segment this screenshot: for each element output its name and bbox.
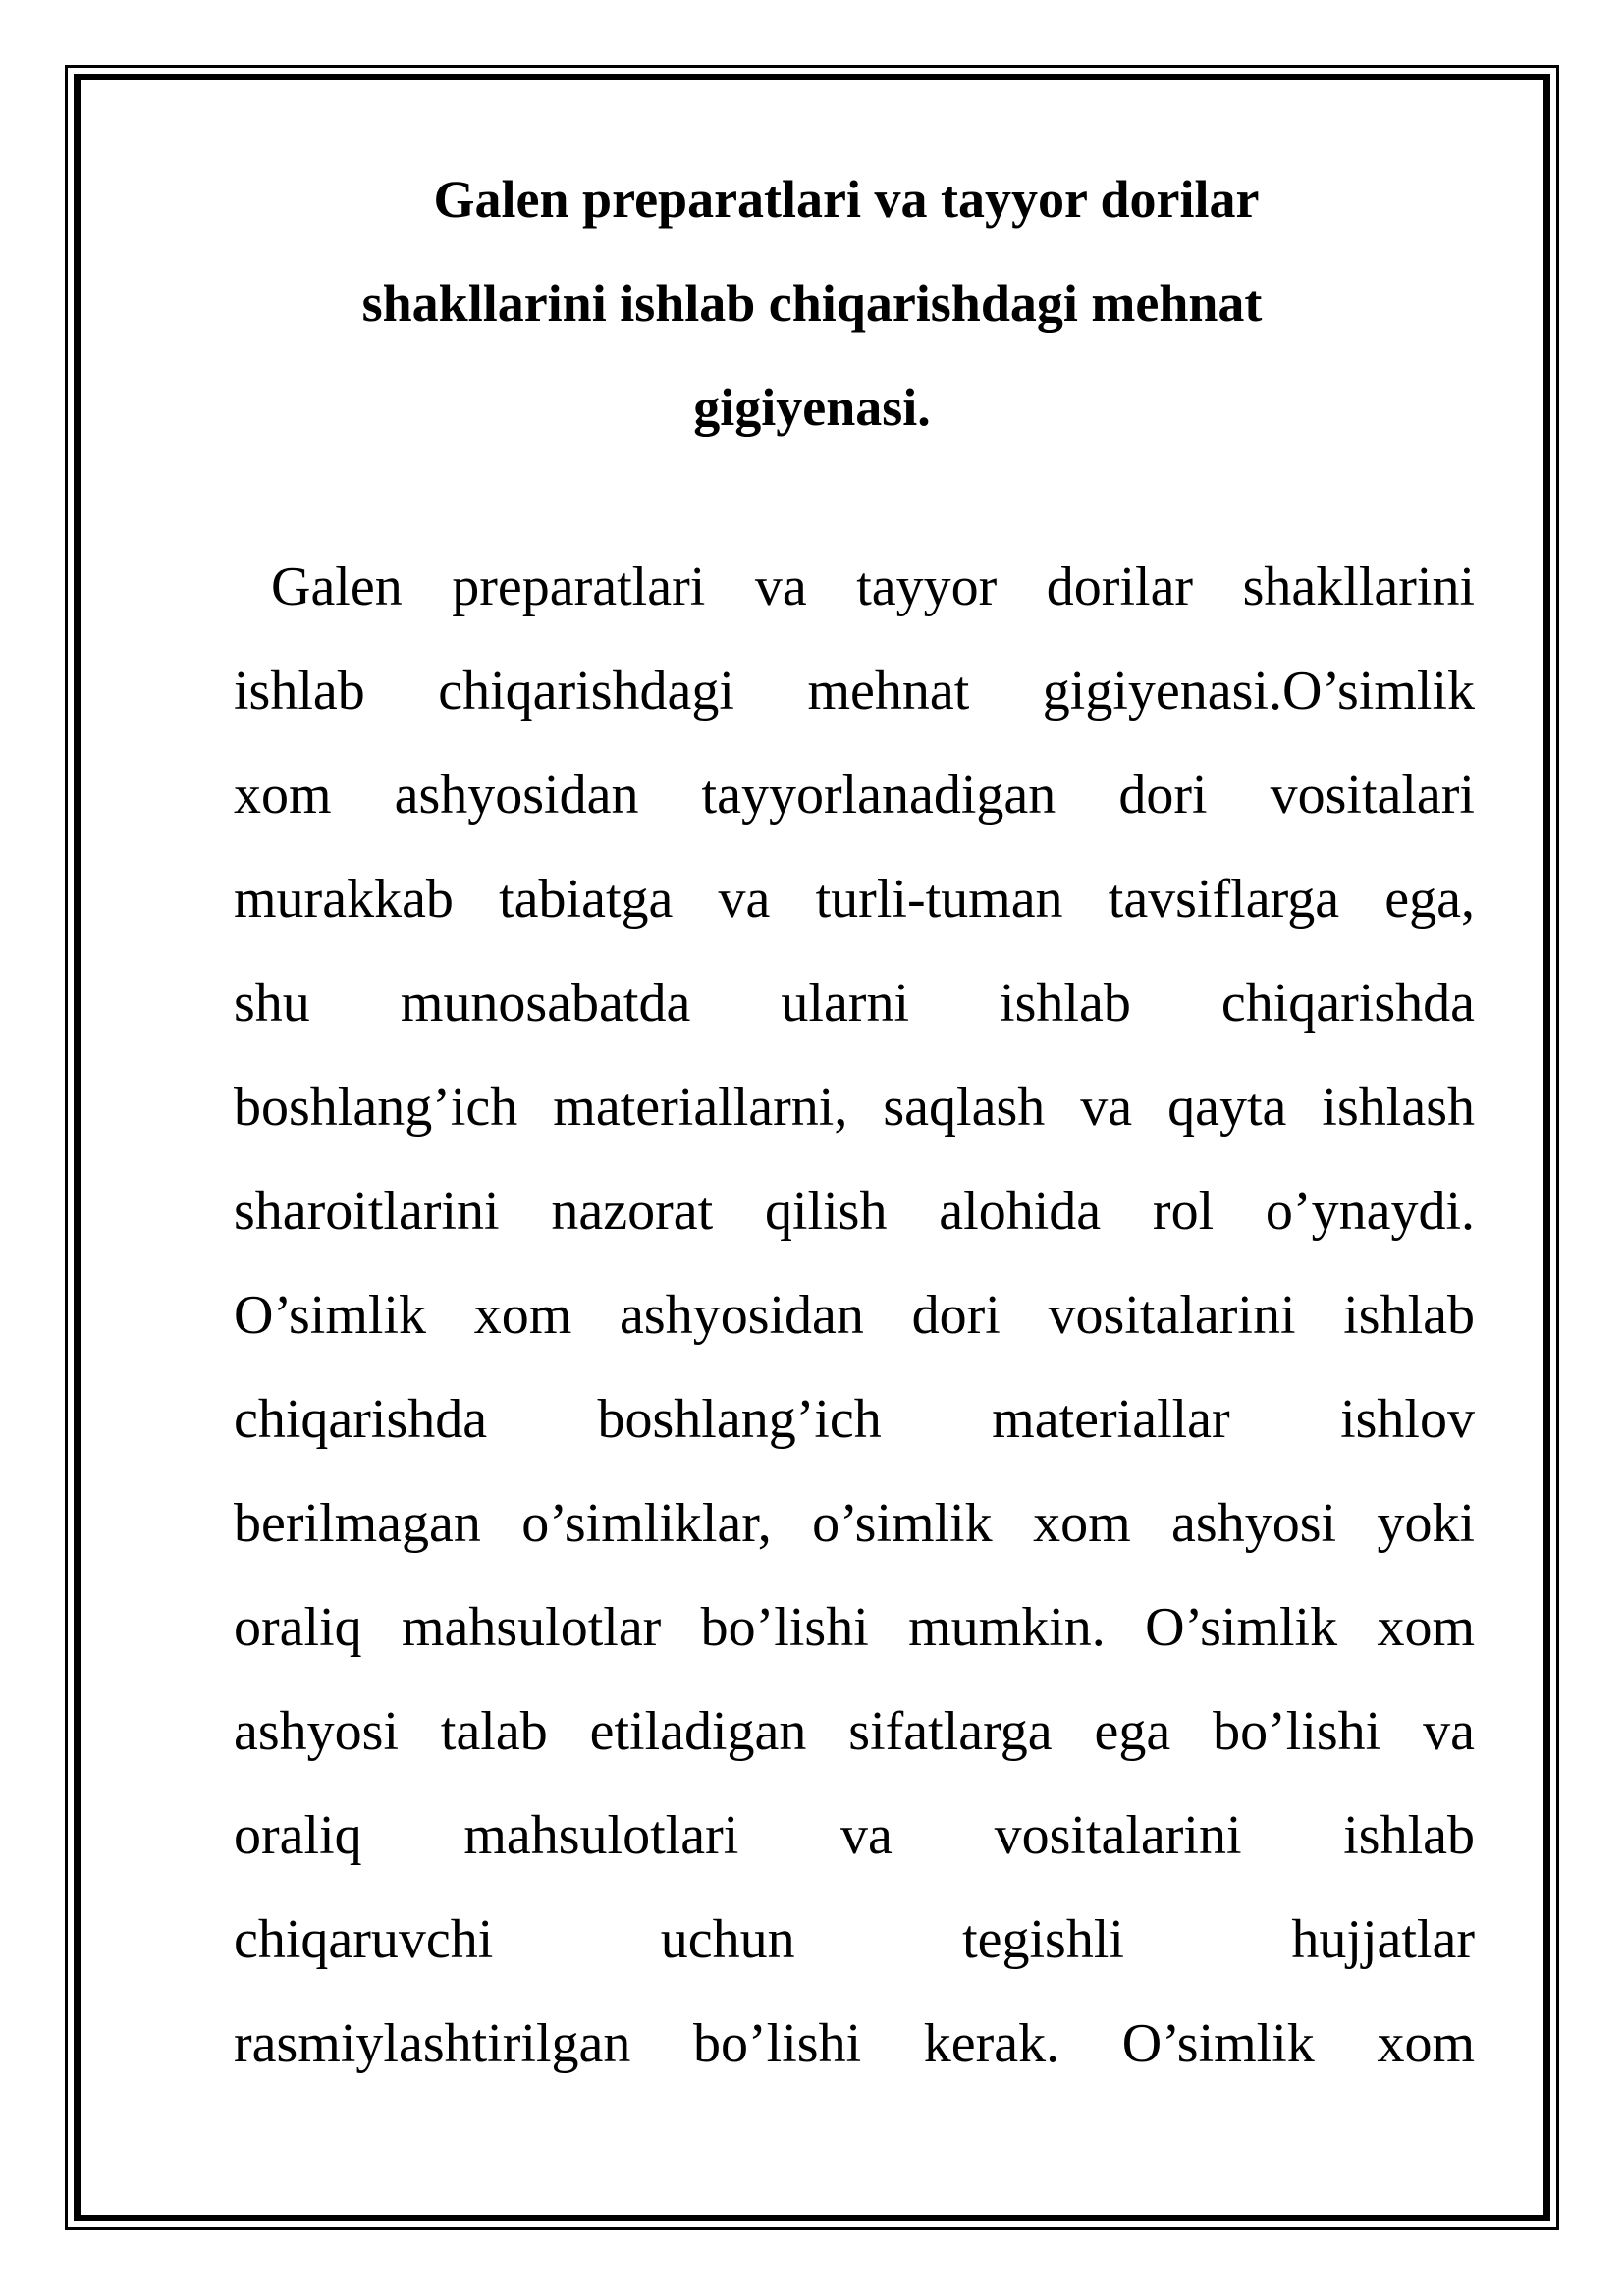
paragraph-line: ishlab chiqarishdagi mehnat gigiyenasi.O’simlik bbox=[234, 661, 1475, 721]
paragraph-line: ashyosi talab etiladigan sifatlarga ega bo’lishi va bbox=[234, 1701, 1475, 1762]
body-paragraph bbox=[234, 535, 1475, 2096]
document-title bbox=[295, 147, 1329, 459]
paragraph-line: oraliq mahsulotlari va vositalarini ishlab bbox=[234, 1805, 1475, 1866]
title-line: shakllarini ishlab chiqarishdagi mehnat bbox=[361, 274, 1263, 333]
paragraph-line: chiqarishda boshlang’ich materiallar ishlov bbox=[234, 1389, 1475, 1450]
paragraph-line: sharoitlarini nazorat qilish alohida rol o’ynaydi. bbox=[234, 1181, 1475, 1242]
paragraph-line: murakkab tabiatga va turli-tuman tavsiflarga ega, bbox=[234, 869, 1475, 930]
paragraph-line: chiqaruvchi uchun tegishli hujjatlar bbox=[234, 1909, 1475, 1970]
title-line: Galen preparatlari va tayyor dorilar bbox=[433, 170, 1260, 229]
paragraph-line: Galen preparatlari va tayyor dorilar shakllarini bbox=[271, 557, 1475, 617]
paragraph-line: xom ashyosidan tayyorlanadigan dori vositalari bbox=[234, 765, 1475, 826]
title-line: gigiyenasi. bbox=[693, 378, 931, 437]
paragraph-line: shu munosabatda ularni ishlab chiqarishda bbox=[234, 973, 1475, 1034]
paragraph-line: boshlang’ich materiallarni, saqlash va qayta ishlash bbox=[234, 1077, 1475, 1138]
paragraph-line: rasmiylashtirilgan bo’lishi kerak. O’simlik xom bbox=[234, 2013, 1475, 2074]
paragraph-line: O’simlik xom ashyosidan dori vositalarini ishlab bbox=[234, 1285, 1475, 1346]
paragraph-line: berilmagan o’simliklar, o’simlik xom ashyosi yoki bbox=[234, 1493, 1475, 1554]
paragraph-line: oraliq mahsulotlar bo’lishi mumkin. O’simlik xom bbox=[234, 1597, 1475, 1658]
